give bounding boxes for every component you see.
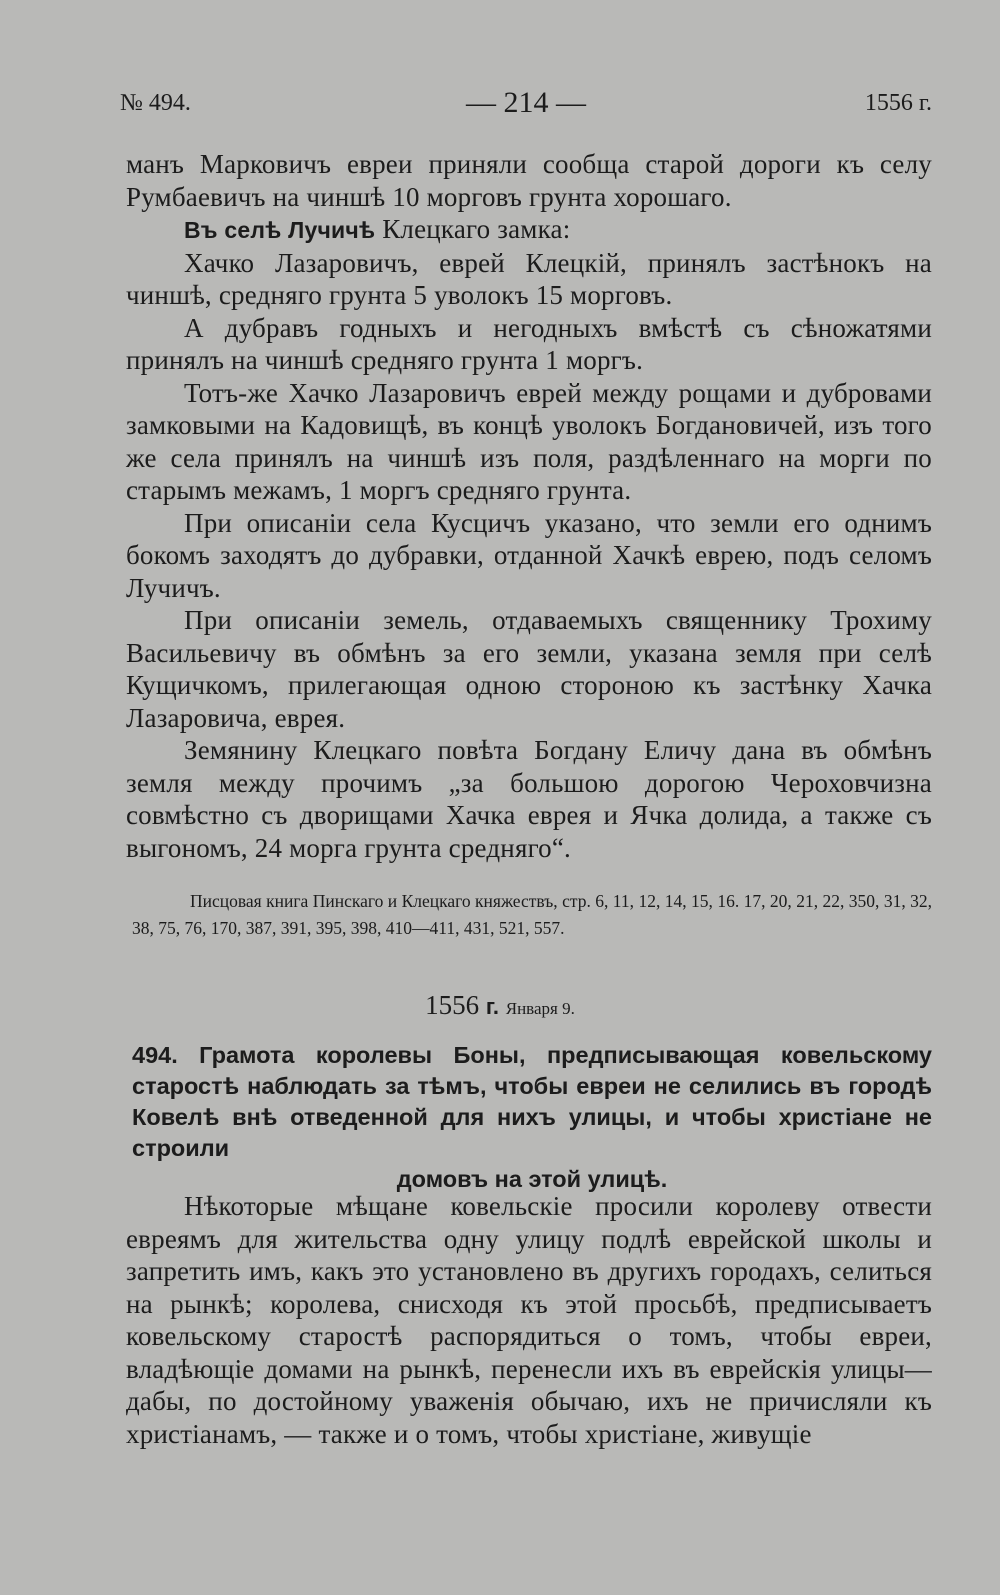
village-name: Въ селѣ Лучичѣ: [184, 217, 376, 243]
paragraph: При описаніи земель, отдаваемыхъ священнику Трохиму Васильевичу въ обмѣнъ за его земли, указана земля при селѣ Кущичкомъ, прилегающая одною стороною къ застѣнку Хачка Лазаровича, еврея.: [126, 605, 932, 733]
paragraph: Тотъ-же Хачко Лазаровичъ еврей между рощами и дубровами замковыми на Кадовищѣ, въ концѣ уволокъ Богдановичей, изъ того же села принялъ на чиншѣ изъ поля, раздѣленнаго на морги по старымъ межамъ, 1 моргъ средняго грунта.: [126, 377, 932, 505]
source-citation: Писцовая книга Пинскаго и Клецкаго княжествъ, стр. 6, 11, 12, 14, 15, 16. 17, 20, 21, 22, 350, 31, 32, 38, 75, 76, 170, 387, 391, 395, 398, 410—411, 431, 521, 557.: [132, 891, 932, 938]
document-date: [0, 990, 1000, 1021]
page-number: — 214 —: [466, 86, 586, 119]
title-text: 494. Грамота королевы Боны, предписывающая ковельскому старостѣ наблюдать за тѣмъ, чтобы евреи не селились въ городѣ Ковелѣ внѣ отведенной для нихъ улицы, и чтобы христіане не строили: [132, 1042, 932, 1161]
paragraph-village-heading: [126, 213, 932, 247]
date-month-day: Января 9.: [505, 999, 575, 1018]
date-year: 1556: [425, 990, 480, 1020]
title-last-line: домовъ на этой улицѣ.: [396, 1166, 668, 1192]
summary-paragraph: Нѣкоторые мѣщане ковельскіе просили королеву отвести евреямъ для жительства одну улицу подлѣ еврейской школы и запретить имъ, какъ это установлено въ другихъ городахъ, селиться на рынкѣ; королева, снисходя къ этой просьбѣ, предписываетъ ковельскому старостѣ распорядиться о томъ, чтобы евреи, владѣющіе домами на рынкѣ, перенесли ихъ въ еврейскія улицы— дабы, по достойному уваженія обычаю, ихъ не причисляли къ христіанамъ, — также и о томъ, чтобы христіане, живущіе: [126, 1191, 932, 1449]
paragraph: Хачко Лазаровичъ, еврей Клецкій, принялъ застѣнокъ на чиншѣ, средняго грунта 5 уволокъ 15 морговъ.: [126, 247, 932, 310]
paragraph: При описаніи села Кусцичъ указано, что земли его однимъ бокомъ заходятъ до дубравки, отданной Хачкѣ еврею, подъ селомъ Лучичъ.: [126, 507, 932, 603]
page-header: [120, 86, 932, 130]
paragraph: А дубравъ годныхъ и негодныхъ вмѣстѣ съ сѣножатями принялъ на чиншѣ средняго грунта 1 моргъ.: [126, 312, 932, 375]
document-number: № 494.: [120, 90, 191, 116]
date-g: г.: [485, 994, 499, 1019]
header-year: 1556 г.: [864, 90, 932, 116]
paragraph: Земянину Клецкаго повѣта Богдану Еличу дана въ обмѣнъ земля между прочимъ „за большою дорогою Чероховчизна совмѣстно съ дворищами Хачка еврея и Ячка долида, а также съ выгономъ, 24 морга грунта средняго“.: [126, 735, 932, 863]
document-summary: [126, 1190, 932, 1450]
previous-document-text: [126, 148, 932, 864]
document-title: [132, 1040, 932, 1195]
village-castle: Клецкаго замка:: [375, 214, 571, 244]
paragraph: манъ Марковичъ евреи приняли сообща старой дороги къ селу Румбаевичъ на чиншѣ 10 морговъ грунта хорошаго.: [126, 149, 932, 212]
